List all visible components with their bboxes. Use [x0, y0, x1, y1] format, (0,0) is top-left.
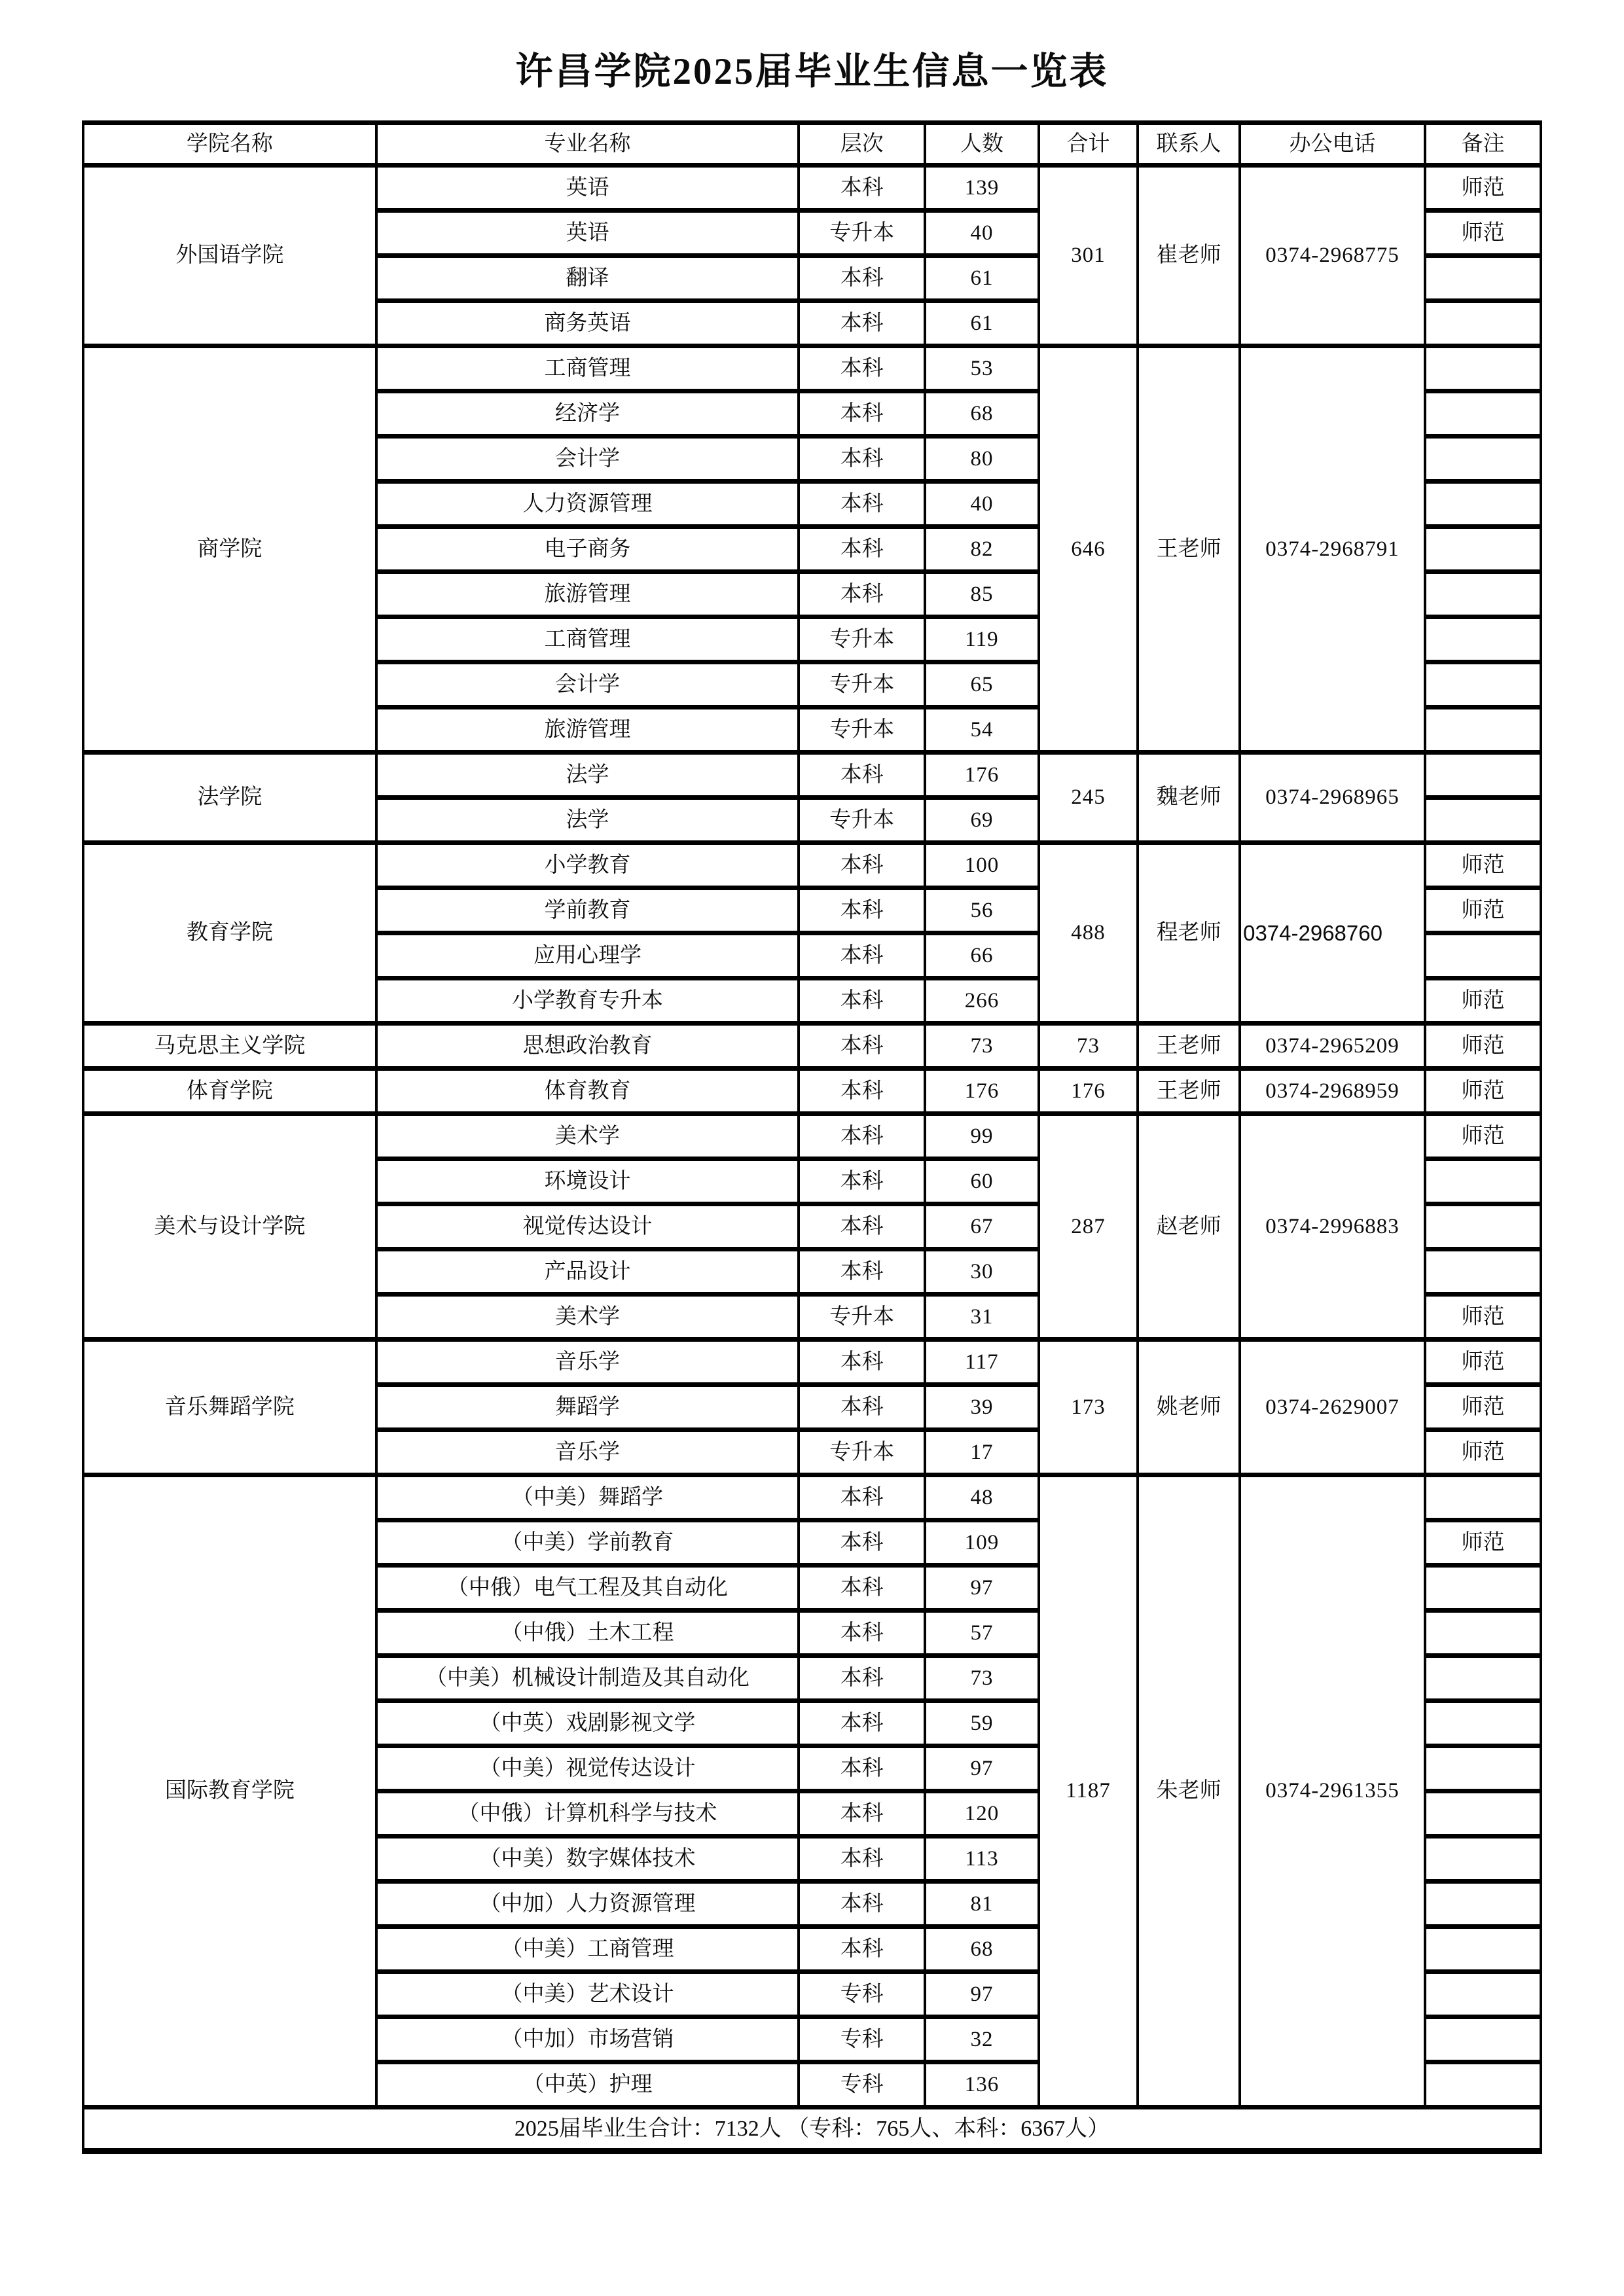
- count-cell: 120: [925, 1791, 1039, 1837]
- count-cell: 85: [925, 572, 1039, 617]
- note-cell: 师范: [1425, 888, 1541, 933]
- major-cell: 法学: [376, 798, 799, 843]
- level-cell: 专升本: [799, 211, 925, 256]
- contact-cell: 朱老师: [1138, 1475, 1240, 2108]
- count-cell: 109: [925, 1520, 1039, 1566]
- total-cell: 173: [1039, 1340, 1138, 1475]
- level-cell: 本科: [799, 1249, 925, 1295]
- note-cell: [1425, 346, 1541, 391]
- phone-cell: 0374-2996883: [1240, 1114, 1425, 1340]
- note-cell: 师范: [1425, 978, 1541, 1024]
- column-header: 合计: [1039, 123, 1138, 166]
- count-cell: 65: [925, 662, 1039, 708]
- level-cell: 本科: [799, 391, 925, 437]
- major-cell: （中英）戏剧影视文学: [376, 1701, 799, 1746]
- level-cell: 本科: [799, 1520, 925, 1566]
- column-header: 备注: [1425, 123, 1541, 166]
- level-cell: 专升本: [799, 708, 925, 753]
- major-cell: 小学教育: [376, 843, 799, 888]
- major-cell: （中美）艺术设计: [376, 1972, 799, 2017]
- level-cell: 本科: [799, 1475, 925, 1520]
- note-cell: 师范: [1425, 843, 1541, 888]
- total-cell: 1187: [1039, 1475, 1138, 2108]
- table-row: [83, 1475, 1541, 1520]
- table-row: [83, 1114, 1541, 1159]
- note-cell: [1425, 391, 1541, 437]
- level-cell: 专升本: [799, 1430, 925, 1475]
- note-cell: [1425, 662, 1541, 708]
- summary-cell: 2025届毕业生合计：7132人 （专科：765人、本科：6367人）: [83, 2108, 1541, 2151]
- college-cell: 外国语学院: [83, 166, 376, 346]
- note-cell: 师范: [1425, 1069, 1541, 1114]
- count-cell: 67: [925, 1204, 1039, 1249]
- count-cell: 54: [925, 708, 1039, 753]
- level-cell: 本科: [799, 1159, 925, 1204]
- table-row: [83, 1024, 1541, 1069]
- table-row: [83, 843, 1541, 888]
- level-cell: 本科: [799, 482, 925, 527]
- major-cell: 学前教育: [376, 888, 799, 933]
- level-cell: 本科: [799, 1385, 925, 1430]
- major-cell: 视觉传达设计: [376, 1204, 799, 1249]
- major-cell: （中美）机械设计制造及其自动化: [376, 1656, 799, 1701]
- note-cell: [1425, 527, 1541, 572]
- level-cell: 本科: [799, 888, 925, 933]
- major-cell: （中美）舞蹈学: [376, 1475, 799, 1520]
- column-header: 联系人: [1138, 123, 1240, 166]
- count-cell: 266: [925, 978, 1039, 1024]
- level-cell: 本科: [799, 1611, 925, 1656]
- phone-cell: 0374-2968775: [1240, 166, 1425, 346]
- note-cell: [1425, 1701, 1541, 1746]
- level-cell: 本科: [799, 346, 925, 391]
- note-cell: [1425, 1159, 1541, 1204]
- level-cell: 本科: [799, 1656, 925, 1701]
- note-cell: [1425, 753, 1541, 798]
- major-cell: 旅游管理: [376, 572, 799, 617]
- note-cell: 师范: [1425, 1520, 1541, 1566]
- level-cell: 专科: [799, 2017, 925, 2062]
- note-cell: 师范: [1425, 1024, 1541, 1069]
- count-cell: 113: [925, 1837, 1039, 1882]
- major-cell: 应用心理学: [376, 933, 799, 978]
- note-cell: 师范: [1425, 1340, 1541, 1385]
- major-cell: 经济学: [376, 391, 799, 437]
- major-cell: 工商管理: [376, 617, 799, 662]
- major-cell: （中俄）计算机科学与技术: [376, 1791, 799, 1837]
- level-cell: 本科: [799, 1204, 925, 1249]
- phone-cell: 0374-2968791: [1240, 346, 1425, 753]
- major-cell: 音乐学: [376, 1430, 799, 1475]
- college-cell: 马克思主义学院: [83, 1024, 376, 1069]
- college-cell: 音乐舞蹈学院: [83, 1340, 376, 1475]
- header-row: [83, 123, 1541, 166]
- level-cell: 本科: [799, 1069, 925, 1114]
- note-cell: [1425, 301, 1541, 346]
- major-cell: 思想政治教育: [376, 1024, 799, 1069]
- level-cell: 本科: [799, 166, 925, 211]
- count-cell: 73: [925, 1024, 1039, 1069]
- level-cell: 本科: [799, 301, 925, 346]
- note-cell: [1425, 1475, 1541, 1520]
- major-cell: （中美）视觉传达设计: [376, 1746, 799, 1791]
- college-cell: 教育学院: [83, 843, 376, 1024]
- count-cell: 57: [925, 1611, 1039, 1656]
- column-header: 办公电话: [1240, 123, 1425, 166]
- table-row: [83, 1340, 1541, 1385]
- count-cell: 82: [925, 527, 1039, 572]
- college-cell: 体育学院: [83, 1069, 376, 1114]
- total-cell: 488: [1039, 843, 1138, 1024]
- count-cell: 68: [925, 1927, 1039, 1972]
- level-cell: 本科: [799, 572, 925, 617]
- count-cell: 69: [925, 798, 1039, 843]
- count-cell: 97: [925, 1746, 1039, 1791]
- major-cell: 环境设计: [376, 1159, 799, 1204]
- note-cell: 师范: [1425, 1114, 1541, 1159]
- note-cell: 师范: [1425, 1295, 1541, 1340]
- count-cell: 97: [925, 1972, 1039, 2017]
- table-row: [83, 346, 1541, 391]
- table-body: [83, 166, 1541, 2151]
- level-cell: 本科: [799, 1340, 925, 1385]
- major-cell: 旅游管理: [376, 708, 799, 753]
- page-title: 许昌学院2025届毕业生信息一览表: [515, 51, 1109, 92]
- column-header: 层次: [799, 123, 925, 166]
- count-cell: 100: [925, 843, 1039, 888]
- major-cell: 会计学: [376, 662, 799, 708]
- table-row: [83, 1069, 1541, 1114]
- level-cell: 本科: [799, 1882, 925, 1927]
- phone-cell: 0374-2965209: [1240, 1024, 1425, 1069]
- level-cell: 专科: [799, 1972, 925, 2017]
- level-cell: 专升本: [799, 798, 925, 843]
- count-cell: 66: [925, 933, 1039, 978]
- major-cell: （中美）学前教育: [376, 1520, 799, 1566]
- note-cell: [1425, 2062, 1541, 2108]
- count-cell: 119: [925, 617, 1039, 662]
- note-cell: [1425, 1791, 1541, 1837]
- major-cell: （中俄）电气工程及其自动化: [376, 1566, 799, 1611]
- major-cell: 音乐学: [376, 1340, 799, 1385]
- level-cell: 本科: [799, 1746, 925, 1791]
- total-cell: 176: [1039, 1069, 1138, 1114]
- phone-cell: 0374-2968965: [1240, 753, 1425, 843]
- summary-row: [83, 2108, 1541, 2151]
- phone-cell: 0374-2968959: [1240, 1069, 1425, 1114]
- level-cell: 专升本: [799, 662, 925, 708]
- level-cell: 本科: [799, 933, 925, 978]
- major-cell: 法学: [376, 753, 799, 798]
- major-cell: （中美）数字媒体技术: [376, 1837, 799, 1882]
- count-cell: 17: [925, 1430, 1039, 1475]
- note-cell: [1425, 708, 1541, 753]
- count-cell: 53: [925, 346, 1039, 391]
- level-cell: 本科: [799, 1791, 925, 1837]
- note-cell: [1425, 1204, 1541, 1249]
- note-cell: [1425, 437, 1541, 482]
- major-cell: （中加）市场营销: [376, 2017, 799, 2062]
- college-cell: 美术与设计学院: [83, 1114, 376, 1340]
- count-cell: 176: [925, 1069, 1039, 1114]
- phone-cell: 0374-2629007: [1240, 1340, 1425, 1475]
- phone-cell: 0374-2968760: [1240, 843, 1425, 1024]
- note-cell: [1425, 798, 1541, 843]
- level-cell: 本科: [799, 978, 925, 1024]
- note-cell: 师范: [1425, 1430, 1541, 1475]
- graduates-table: [82, 120, 1542, 2154]
- count-cell: 136: [925, 2062, 1039, 2108]
- count-cell: 60: [925, 1159, 1039, 1204]
- major-cell: 产品设计: [376, 1249, 799, 1295]
- count-cell: 61: [925, 256, 1039, 301]
- count-cell: 80: [925, 437, 1039, 482]
- major-cell: 舞蹈学: [376, 1385, 799, 1430]
- major-cell: 英语: [376, 211, 799, 256]
- note-cell: [1425, 1656, 1541, 1701]
- major-cell: 美术学: [376, 1295, 799, 1340]
- total-cell: 245: [1039, 753, 1138, 843]
- level-cell: 本科: [799, 1024, 925, 1069]
- count-cell: 40: [925, 211, 1039, 256]
- count-cell: 39: [925, 1385, 1039, 1430]
- count-cell: 117: [925, 1340, 1039, 1385]
- count-cell: 59: [925, 1701, 1039, 1746]
- total-cell: 646: [1039, 346, 1138, 753]
- major-cell: （中美）工商管理: [376, 1927, 799, 1972]
- note-cell: [1425, 1611, 1541, 1656]
- major-cell: 商务英语: [376, 301, 799, 346]
- phone-cell: 0374-2961355: [1240, 1475, 1425, 2108]
- note-cell: [1425, 1746, 1541, 1791]
- count-cell: 48: [925, 1475, 1039, 1520]
- major-cell: 美术学: [376, 1114, 799, 1159]
- level-cell: 本科: [799, 1927, 925, 1972]
- count-cell: 139: [925, 166, 1039, 211]
- level-cell: 专科: [799, 2062, 925, 2108]
- major-cell: 翻译: [376, 256, 799, 301]
- note-cell: [1425, 256, 1541, 301]
- note-cell: [1425, 1566, 1541, 1611]
- major-cell: 体育教育: [376, 1069, 799, 1114]
- note-cell: [1425, 1249, 1541, 1295]
- major-cell: 会计学: [376, 437, 799, 482]
- note-cell: [1425, 1882, 1541, 1927]
- count-cell: 81: [925, 1882, 1039, 1927]
- level-cell: 本科: [799, 1566, 925, 1611]
- total-cell: 301: [1039, 166, 1138, 346]
- contact-cell: 姚老师: [1138, 1340, 1240, 1475]
- contact-cell: 赵老师: [1138, 1114, 1240, 1340]
- major-cell: 工商管理: [376, 346, 799, 391]
- table-header: [83, 123, 1541, 166]
- note-cell: [1425, 1837, 1541, 1882]
- count-cell: 40: [925, 482, 1039, 527]
- contact-cell: 王老师: [1138, 1069, 1240, 1114]
- level-cell: 本科: [799, 1837, 925, 1882]
- total-cell: 287: [1039, 1114, 1138, 1340]
- level-cell: 本科: [799, 437, 925, 482]
- count-cell: 99: [925, 1114, 1039, 1159]
- count-cell: 176: [925, 753, 1039, 798]
- total-cell: 73: [1039, 1024, 1138, 1069]
- level-cell: 专升本: [799, 617, 925, 662]
- contact-cell: 程老师: [1138, 843, 1240, 1024]
- major-cell: （中英）护理: [376, 2062, 799, 2108]
- level-cell: 本科: [799, 843, 925, 888]
- major-cell: 人力资源管理: [376, 482, 799, 527]
- level-cell: 专升本: [799, 1295, 925, 1340]
- count-cell: 68: [925, 391, 1039, 437]
- contact-cell: 王老师: [1138, 1024, 1240, 1069]
- major-cell: （中俄）土木工程: [376, 1611, 799, 1656]
- college-cell: 商学院: [83, 346, 376, 753]
- level-cell: 本科: [799, 256, 925, 301]
- major-cell: （中加）人力资源管理: [376, 1882, 799, 1927]
- column-header: 专业名称: [376, 123, 799, 166]
- level-cell: 本科: [799, 1701, 925, 1746]
- count-cell: 31: [925, 1295, 1039, 1340]
- level-cell: 本科: [799, 753, 925, 798]
- major-cell: 电子商务: [376, 527, 799, 572]
- count-cell: 97: [925, 1566, 1039, 1611]
- count-cell: 30: [925, 1249, 1039, 1295]
- note-cell: 师范: [1425, 166, 1541, 211]
- contact-cell: 魏老师: [1138, 753, 1240, 843]
- college-cell: 法学院: [83, 753, 376, 843]
- major-cell: 小学教育专升本: [376, 978, 799, 1024]
- note-cell: [1425, 933, 1541, 978]
- note-cell: 师范: [1425, 211, 1541, 256]
- contact-cell: 王老师: [1138, 346, 1240, 753]
- table-row: [83, 166, 1541, 211]
- note-cell: [1425, 2017, 1541, 2062]
- note-cell: 师范: [1425, 1385, 1541, 1430]
- note-cell: [1425, 482, 1541, 527]
- column-header: 学院名称: [83, 123, 376, 166]
- note-cell: [1425, 572, 1541, 617]
- college-cell: 国际教育学院: [83, 1475, 376, 2108]
- major-cell: 英语: [376, 166, 799, 211]
- level-cell: 本科: [799, 527, 925, 572]
- count-cell: 73: [925, 1656, 1039, 1701]
- count-cell: 32: [925, 2017, 1039, 2062]
- contact-cell: 崔老师: [1138, 166, 1240, 346]
- count-cell: 56: [925, 888, 1039, 933]
- note-cell: [1425, 617, 1541, 662]
- table-row: [83, 753, 1541, 798]
- column-header: 人数: [925, 123, 1039, 166]
- note-cell: [1425, 1972, 1541, 2017]
- level-cell: 本科: [799, 1114, 925, 1159]
- count-cell: 61: [925, 301, 1039, 346]
- note-cell: [1425, 1927, 1541, 1972]
